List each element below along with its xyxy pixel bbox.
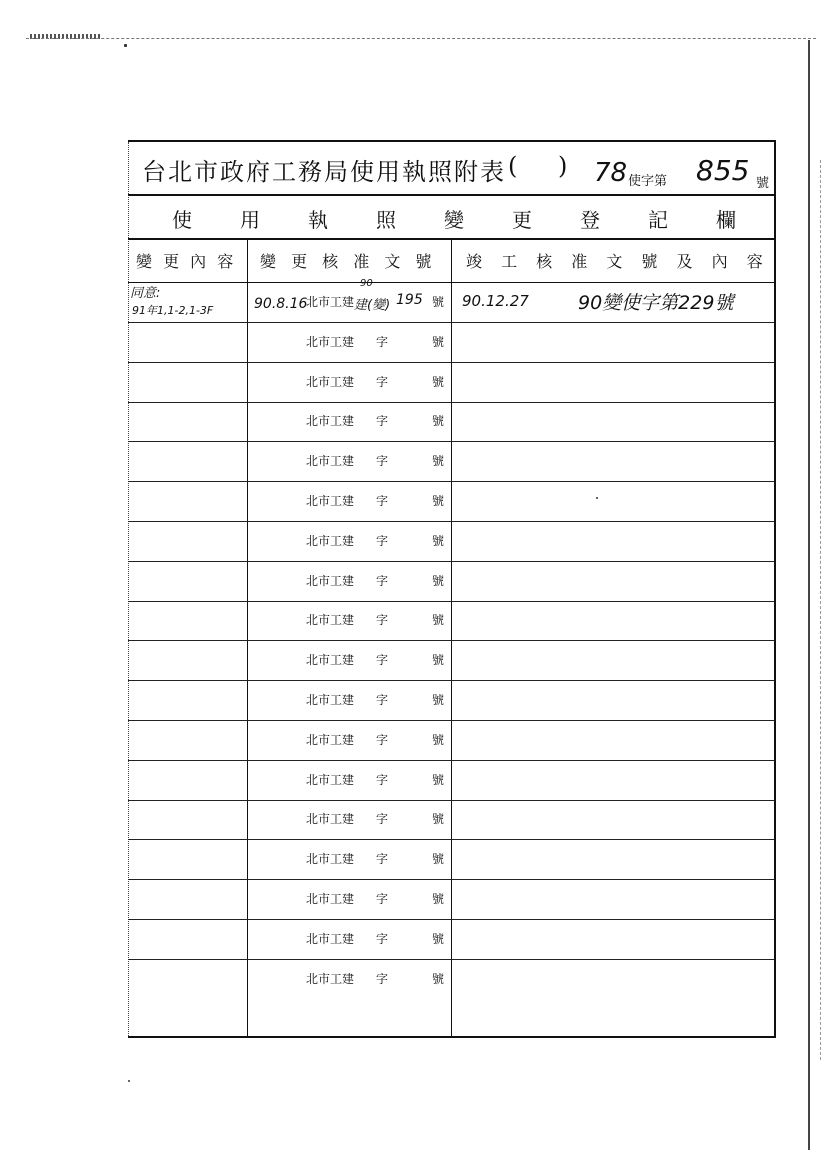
approval-prefix: 北市工建: [306, 613, 355, 628]
handwritten-approval-number: 195: [396, 292, 423, 308]
approval-zi: 字: [376, 732, 389, 747]
form-title-row: [128, 142, 774, 196]
table-row: [128, 919, 774, 960]
section-heading-row: [128, 194, 774, 240]
handwritten-license-number: 855: [696, 154, 750, 187]
table-row: [128, 362, 774, 403]
approval-zi: 字: [376, 971, 389, 986]
table-row: [128, 640, 774, 681]
paren-close: ): [558, 152, 568, 180]
approval-suffix: 號: [432, 295, 445, 309]
approval-zi: 字: [376, 653, 389, 668]
approval-prefix: 北市工建: [306, 533, 355, 548]
scan-speck: [128, 1080, 130, 1082]
handwritten-change-floors: 91年1,1-2,1-3F: [132, 304, 214, 317]
approval-prefix: 北市工建: [306, 494, 355, 508]
approval-suffix: 號: [432, 931, 445, 946]
handwritten-change-note: 同意:: [130, 286, 161, 301]
table-row: [128, 401, 774, 442]
approval-zi: 字: [376, 812, 389, 827]
handwritten-approval-word: 建(變): [354, 298, 391, 313]
section-heading-char: 更: [512, 208, 532, 232]
approval-prefix: 北市工建: [306, 295, 355, 309]
approval-zi: 字: [376, 573, 389, 588]
approval-prefix: 北市工建: [306, 892, 355, 906]
approval-suffix: 號: [432, 334, 445, 349]
table-row: [128, 680, 774, 721]
table-row: [128, 322, 774, 363]
scan-edge-right: [808, 40, 810, 1150]
approval-prefix: 北市工建: [306, 374, 355, 389]
section-heading-char: 登: [580, 208, 600, 232]
approval-prefix: 北市工建: [306, 693, 355, 707]
approval-prefix: 北市工建: [306, 653, 355, 668]
paren-open: (: [508, 152, 518, 180]
approval-prefix: 北市工建: [306, 454, 355, 469]
handwritten-year: 78: [594, 158, 628, 188]
approval-suffix: 號: [432, 892, 445, 906]
section-heading-char: 執: [308, 208, 328, 232]
approval-zi: 字: [376, 892, 389, 906]
table-row: [128, 959, 774, 999]
table-row: [128, 561, 774, 602]
approval-zi: 字: [376, 772, 389, 787]
scan-edge-right-dotted: [820, 160, 821, 1060]
table-row: [128, 441, 774, 482]
scan-speck: [124, 44, 127, 47]
table-row: [128, 521, 774, 562]
license-label: 使字第: [628, 174, 668, 189]
approval-zi: 字: [376, 533, 389, 548]
approval-suffix: 號: [432, 812, 445, 827]
table-row: [128, 879, 774, 920]
approval-prefix: 北市工建: [306, 414, 355, 429]
handwritten-approval-date: 90.8.16: [254, 296, 308, 312]
approval-suffix: 號: [432, 494, 445, 508]
form-title: 台北市政府工務局使用執照附表: [142, 158, 506, 186]
approval-zi: 字: [376, 693, 389, 707]
table-row: [128, 760, 774, 801]
approval-prefix: 北市工建: [306, 812, 355, 827]
approval-suffix: 號: [432, 533, 445, 548]
approval-suffix: 號: [432, 852, 445, 867]
header-change-content: 變 更 內 容: [136, 252, 237, 271]
section-heading-char: 使: [172, 208, 192, 232]
table-row: [128, 799, 774, 840]
approval-prefix: 北市工建: [306, 971, 355, 986]
approval-prefix: 北市工建: [306, 573, 355, 588]
section-heading-char: 記: [648, 208, 668, 232]
table-row: [128, 839, 774, 880]
approval-zi: 字: [376, 931, 389, 946]
approval-prefix: 北市工建: [306, 931, 355, 946]
approval-suffix: 號: [432, 971, 445, 986]
header-change-approval: 變 更 核 准 文 號: [260, 252, 437, 271]
handwritten-completion-text: 90變使字第229號: [578, 292, 734, 314]
license-number-suffix: 號: [756, 176, 770, 191]
approval-zi: 字: [376, 852, 389, 867]
approval-suffix: 號: [432, 693, 445, 707]
section-heading-char: 欄: [716, 208, 736, 232]
approval-suffix: 號: [432, 732, 445, 747]
approval-suffix: 號: [432, 613, 445, 628]
scan-edge-top: [26, 38, 816, 39]
approval-prefix: 北市工建: [306, 772, 355, 787]
table-row: [128, 278, 774, 323]
table-row: [128, 720, 774, 761]
approval-prefix: 北市工建: [306, 852, 355, 867]
section-heading-char: 變: [444, 208, 464, 232]
section-heading-char: 用: [240, 208, 260, 232]
table-row: [128, 600, 774, 641]
approval-suffix: 號: [432, 653, 445, 668]
approval-prefix: 北市工建: [306, 334, 355, 349]
approval-suffix: 號: [432, 573, 445, 588]
approval-suffix: 號: [432, 772, 445, 787]
approval-prefix: 北市工建: [306, 732, 355, 747]
approval-zi: 字: [376, 334, 389, 349]
table-row: [128, 481, 774, 522]
handwritten-completion-date: 90.12.27: [462, 292, 529, 310]
approval-zi: 字: [376, 613, 389, 628]
approval-suffix: 號: [432, 374, 445, 389]
section-heading-char: 照: [376, 208, 396, 232]
approval-zi: 字: [376, 454, 389, 469]
approval-zi: 字: [376, 494, 389, 508]
approval-zi: 字: [376, 374, 389, 389]
approval-zi: 字: [376, 414, 389, 429]
header-completion-approval: 竣 工 核 准 文 號 及 內 容: [466, 252, 770, 271]
handwritten-approval-year: 90: [360, 278, 373, 289]
approval-suffix: 號: [432, 414, 445, 429]
approval-suffix: 號: [432, 454, 445, 469]
license-appendix-form: [128, 140, 776, 1038]
